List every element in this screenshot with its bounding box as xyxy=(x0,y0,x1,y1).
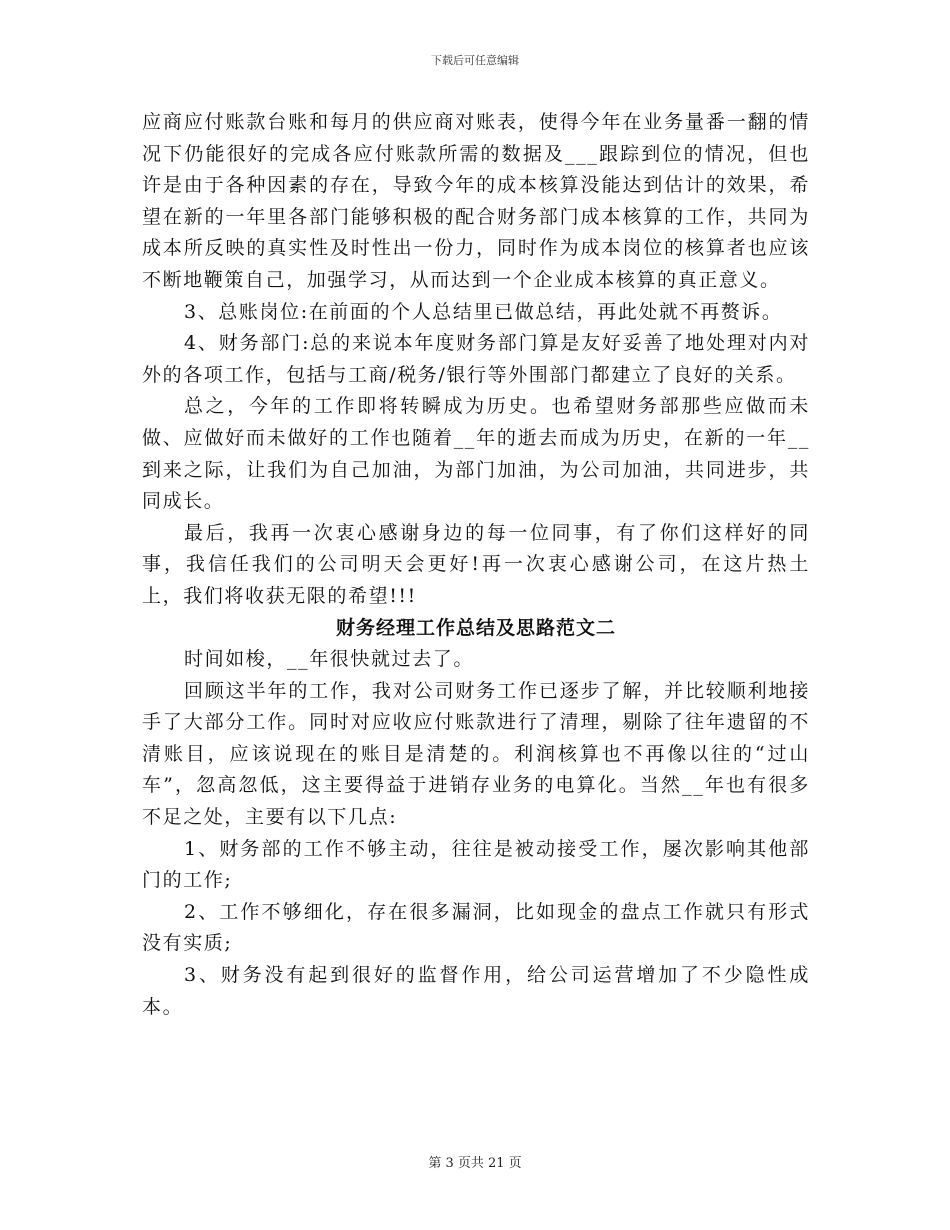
paragraph-shortcoming-3: 3、财务没有起到很好的监督作用，给公司运营增加了不少隐性成本。 xyxy=(142,964,810,1018)
paragraph-summary: 总之，今年的工作即将转瞬成为历史。也希望财务部那些应做而未做、应做好而未做好的工作也随着__年的逝去而成为历史，在新的一年__到来之际，让我们为自己加油，为部门加油，为公司加油，共同进步，共同成长。 xyxy=(142,395,810,513)
paragraph-time-flies: 时间如梭，__年很快就过去了。 xyxy=(184,648,475,671)
paragraph-shortcoming-1: 1、财务部的工作不够主动，往往是被动接受工作，屡次影响其他部门的工作; xyxy=(142,837,810,892)
page-number: 第 3 页共 21 页 xyxy=(428,1156,522,1171)
paragraph-finance-department: 4、财务部门:总的来说本年度财务部门算是友好妥善了地处理对内对外的各项工作，包括与工商/税务/银行等外围部门都建立了良好的关系。 xyxy=(142,332,810,386)
paragraph-thanks: 最后，我再一次衷心感谢身边的每一位同事，有了你们这样好的同事，我信任我们的公司明天会更好!再一次衷心感谢公司，在这片热土上，我们将收获无限的希望!!! xyxy=(142,521,810,607)
paragraph-general-ledger: 3、总账岗位:在前面的个人总结里已做总结，再此处就不再赘诉。 xyxy=(184,300,783,323)
document-body xyxy=(142,107,810,1023)
page-header-note: 下载后可任意编辑 xyxy=(431,54,519,67)
paragraph-review: 回顾这半年的工作，我对公司财务工作已逐步了解，并比较顺利地接手了大部分工作。同时对应收应付账款进行了清理，剔除了往年遗留的不清账目，应该说现在的账目是清楚的。利润核算也不再像以往的“过山车”，忽高忽低，这主要得益于进销存业务的电算化。当然__年也有很多不足之处，主要有以下几点: xyxy=(142,679,810,829)
paragraph-cost-accounting: 应商应付账款台账和每月的供应商对账表，使得今年在业务量番一翻的情况下仍能很好的完成各应付账款所需的数据及___跟踪到位的情况，但也许是由于各种因素的存在，导致今年的成本核算没能达到估计的效果，希望在新的一年里各部门能够积极的配合财务部门成本核算的工作，共同为成本所反映的真实性及时性出一份力，同时作为成本岗位的核算者也应该不断地鞭策自己，加强学习，从而达到一个企业成本核算的真正意义。 xyxy=(142,111,810,291)
paragraph-shortcoming-2: 2、工作不够细化，存在很多漏洞，比如现金的盘点工作就只有形式没有实质; xyxy=(142,900,810,955)
section-title: 财务经理工作总结及思路范文二 xyxy=(335,616,616,639)
